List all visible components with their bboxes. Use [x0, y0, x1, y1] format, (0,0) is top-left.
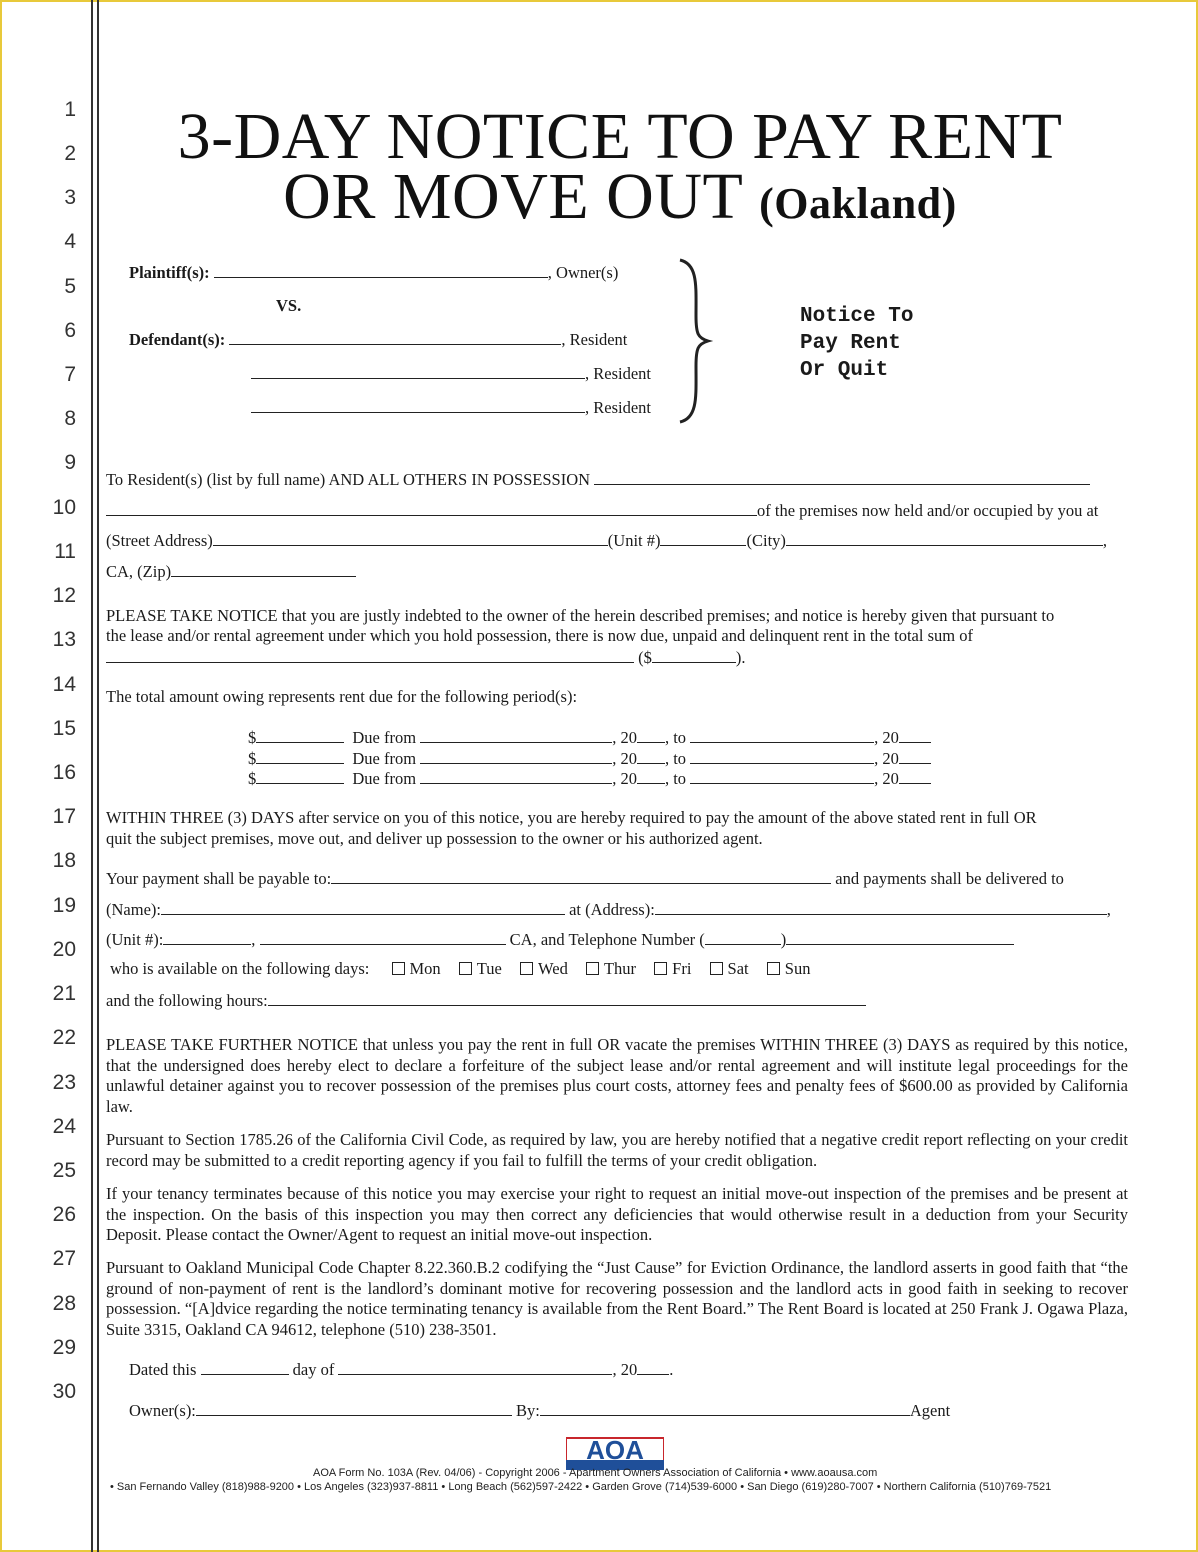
margin-rule-right — [97, 0, 99, 1552]
line-number: 6 — [64, 319, 76, 342]
city-label: (City) — [746, 531, 786, 550]
year-prefix: , 20 — [612, 749, 637, 768]
notice-line-1: PLEASE TAKE NOTICE that you are justly indebted to the owner of the herein described premises; and notice is hereby given that pursuant to — [106, 606, 1055, 625]
line-number: 25 — [52, 1159, 76, 1182]
line-number: 26 — [52, 1203, 76, 1226]
zip-row — [106, 561, 356, 583]
checkbox-icon — [520, 962, 533, 975]
notice-line-2: the lease and/or rental agreement under which you hold possession, there is now due, unpaid and delinquent rent in the total sum of — [106, 626, 973, 645]
checkbox-icon — [654, 962, 667, 975]
period-to-field[interactable] — [690, 748, 874, 764]
line-number: 11 — [54, 540, 76, 563]
page-title-line1: 3-DAY NOTICE TO PAY RENT — [177, 100, 1063, 173]
period-to-year-field[interactable] — [899, 768, 931, 784]
side-title — [800, 303, 913, 384]
day-label: Wed — [538, 959, 568, 978]
amount-number-field[interactable] — [652, 647, 736, 663]
within-three-line-2: quit the subject premises, move out, and deliver up possession to the owner or his authorized agent. — [106, 829, 763, 848]
period-amount-field[interactable] — [256, 768, 344, 784]
period-from-field[interactable] — [420, 768, 612, 784]
at-address-label: at (Address): — [569, 900, 655, 919]
side-title-line: Notice To — [800, 305, 914, 328]
line-number: 4 — [64, 230, 76, 253]
line-number: 1 — [64, 98, 76, 121]
due-from-label: Due from — [352, 728, 417, 747]
period-to-year-field[interactable] — [899, 748, 931, 764]
margin-rule-left — [91, 0, 93, 1552]
side-title-line: Or Quit — [800, 359, 889, 382]
further-notice-paragraph: PLEASE TAKE FURTHER NOTICE that unless you pay the rent in full OR vacate the premises WITHIN THREE (3) DAYS as required by this notice, that the undersigned does hereby elect to declare a forfeiture of the subject lease and/or rental agreement and will institute legal proceedings for the unlawful detainer against you to recover possession of the premises plus court costs, attorney fees and penalty fees of $600.00 as provided by California law. — [106, 1035, 1128, 1116]
day-label: Thur — [603, 959, 637, 978]
day-checkbox-mon[interactable] — [392, 959, 441, 978]
street-row — [106, 530, 1107, 552]
notice-amount-row — [106, 647, 746, 669]
street-field[interactable] — [213, 530, 608, 546]
days-row — [110, 959, 810, 980]
plaintiff-label: Plaintiff(s): — [129, 263, 210, 282]
day-label: Sat — [727, 959, 749, 978]
checkbox-icon — [459, 962, 472, 975]
defendant-field-1[interactable] — [229, 329, 561, 345]
city-field[interactable] — [786, 530, 1103, 546]
unit-label: (Unit #) — [607, 531, 661, 550]
to-label: , to — [664, 728, 687, 747]
defendant-row-2 — [251, 363, 651, 385]
day-checkbox-thur[interactable] — [586, 959, 636, 978]
zip-label: CA, (Zip) — [106, 562, 172, 581]
due-from-label: Due from — [352, 769, 417, 788]
payable-to-label: Your payment shall be payable to: — [106, 869, 332, 888]
payee-name-field[interactable] — [161, 899, 565, 915]
period-to-year-field[interactable] — [899, 727, 931, 743]
name-label: (Name): — [106, 900, 161, 919]
period-from-year-field[interactable] — [637, 727, 665, 743]
to-label: , to — [664, 769, 687, 788]
dated-this-label: Dated this — [129, 1360, 197, 1379]
dollar-sign: $ — [248, 749, 257, 768]
period-to-field[interactable] — [690, 727, 874, 743]
line-number: 7 — [64, 363, 76, 386]
line-number: 14 — [52, 673, 76, 696]
dated-year-field[interactable] — [637, 1359, 669, 1375]
line-number: 18 — [52, 849, 76, 872]
comma: , — [251, 930, 256, 949]
within-three-line-1: WITHIN THREE (3) DAYS after service on you of this notice, you are hereby required to pay the amount of the above stated rent in full OR — [106, 808, 1037, 827]
amount-words-field[interactable] — [106, 647, 634, 663]
premises-label: of the premises now held and/or occupied by you at — [757, 501, 1099, 520]
area-code-field[interactable] — [705, 929, 781, 945]
period-from-year-field[interactable] — [637, 768, 665, 784]
line-number: 9 — [64, 451, 76, 474]
dollar-sign: $ — [248, 769, 257, 788]
unit-field[interactable] — [660, 530, 746, 546]
signature-row — [129, 1400, 950, 1422]
page-title-line2 — [105, 160, 1135, 233]
available-days-label: who is available on the following days: — [110, 959, 370, 978]
hours-label: and the following hours: — [106, 991, 268, 1010]
line-number: 21 — [52, 982, 76, 1005]
comma: , — [1102, 531, 1108, 550]
line-number: 3 — [64, 186, 76, 209]
year-prefix: , 20 — [612, 1360, 638, 1379]
inspection-paragraph: If your tenancy terminates because of this notice you may exercise your right to request an initial move-out inspection of the premises and be present at the inspection. On the basis of this inspection you may then correct any deficiencies that would otherwise result in a deduction from your Security Deposit. Please contact the Owner/Agent to request an initial move-out inspection. — [106, 1184, 1128, 1244]
resident-suffix: , Resident — [585, 398, 651, 417]
line-number: 15 — [52, 717, 76, 740]
line-number: 5 — [64, 275, 76, 298]
footer-offices-line: • San Fernando Valley (818)988-9200 • Los Angeles (323)937-8811 • Long Beach (562)597-2422 • Garden Grove (714)539-6000 • San Diego (619)280-7007 • Northern California (510)769-7521 — [110, 1481, 1052, 1493]
line-number: 27 — [52, 1247, 76, 1270]
line-number: 22 — [52, 1026, 76, 1049]
day-label: Sun — [784, 959, 811, 978]
versus-label: VS. — [276, 296, 302, 315]
defendant-row — [129, 329, 627, 351]
residents-names-field-2[interactable] — [106, 500, 757, 516]
hours-row — [106, 990, 866, 1012]
day-label: Mon — [409, 959, 441, 978]
delivered-to-label: and payments shall be delivered to — [835, 869, 1064, 888]
plaintiff-field[interactable] — [214, 262, 548, 278]
day-checkbox-wed[interactable] — [520, 959, 568, 978]
due-from-label: Due from — [352, 749, 417, 768]
payee-address-field[interactable] — [655, 899, 1107, 915]
just-cause-paragraph: Pursuant to Oakland Municipal Code Chapter 8.22.360.B.2 codifying the “Just Cause” for Eviction Ordinance, the landlord asserts in good faith that “the ground of non-payment of rent is the landlord’s dominant motive for recovering possession and the landlord acts in good faith in seeking to recover possession. “[A]dvice regarding the notice terminating tenancy is available from the Rent Board.” The Rent Board is located at 250 Frank J. Ogawa Plaza, Suite 3315, Oakland CA 94612, telephone (510) 238-3501. — [106, 1258, 1128, 1339]
resident-suffix: , Resident — [561, 330, 628, 349]
period-from-field[interactable] — [420, 727, 612, 743]
line-number: 28 — [52, 1292, 76, 1315]
to-residents-label: To Resident(s) (list by full name) AND ALL OTHERS IN POSSESSION — [106, 470, 591, 489]
line-number: 2 — [64, 142, 76, 165]
premises-row — [106, 500, 1098, 522]
page-title-move-out: OR MOVE OUT — [283, 160, 743, 233]
line-number: 19 — [52, 894, 76, 917]
period-amount-field[interactable] — [256, 727, 344, 743]
year-prefix: , 20 — [612, 728, 637, 747]
line-number: 23 — [52, 1071, 76, 1094]
period-from-field[interactable] — [420, 748, 612, 764]
comma: , — [1106, 900, 1111, 919]
side-title-line: Pay Rent — [800, 332, 901, 355]
line-number: 30 — [52, 1380, 76, 1403]
line-number: 13 — [52, 628, 76, 651]
zip-field[interactable] — [171, 561, 356, 577]
payable-row — [106, 868, 1064, 890]
year-prefix: , 20 — [874, 749, 899, 768]
period-amount-field[interactable] — [256, 748, 344, 764]
line-number: 8 — [64, 407, 76, 430]
line-number: 10 — [52, 496, 76, 519]
line-number: 12 — [52, 584, 76, 607]
unit-phone-row — [106, 929, 1014, 951]
ca-phone-label: CA, and Telephone Number ( — [509, 930, 705, 949]
day-checkbox-tue[interactable] — [459, 959, 502, 978]
line-number: 29 — [52, 1336, 76, 1359]
defendant-row-3 — [251, 397, 651, 419]
dated-day-field[interactable] — [201, 1359, 289, 1375]
line-number: 16 — [52, 761, 76, 784]
defendant-field-3[interactable] — [251, 397, 585, 413]
paren-close: ) — [780, 930, 787, 949]
owners-label: Owner(s): — [129, 1401, 196, 1420]
defendant-label: Defendant(s): — [129, 330, 226, 349]
dated-month-field[interactable] — [338, 1359, 612, 1375]
line-number: 17 — [52, 805, 76, 828]
credit-paragraph: Pursuant to Section 1785.26 of the California Civil Code, as required by law, you are hereby notified that a negative credit report reflecting on your credit record may be submitted to a credit reporting agency if you fail to fulfill the terms of your credit obligation. — [106, 1130, 1128, 1170]
period-to-field[interactable] — [690, 768, 874, 784]
page-title-city: (Oakland) — [759, 179, 957, 228]
year-prefix: , 20 — [612, 769, 637, 788]
paren-dollar: ($ — [638, 648, 652, 667]
period-row — [248, 768, 931, 790]
checkbox-icon — [392, 962, 405, 975]
agent-label: Agent — [909, 1401, 951, 1420]
line-number: 20 — [52, 938, 76, 961]
day-label: Tue — [476, 959, 502, 978]
dollar-sign: $ — [248, 728, 257, 747]
period-from-year-field[interactable] — [637, 748, 665, 764]
year-prefix: , 20 — [874, 728, 899, 747]
paren-end: ). — [735, 648, 746, 667]
plaintiff-row — [129, 262, 618, 284]
checkbox-icon — [586, 962, 599, 975]
owner-suffix: , Owner(s) — [547, 263, 619, 282]
agent-signature-field[interactable] — [540, 1400, 910, 1416]
dated-row — [129, 1359, 673, 1381]
day-checkbox-fri[interactable] — [654, 959, 691, 978]
aoa-logo — [566, 1430, 664, 1470]
to-residents-row — [106, 469, 1090, 491]
line-number: 24 — [52, 1115, 76, 1138]
street-label: (Street Address) — [106, 531, 213, 550]
day-checkbox-sun[interactable] — [767, 959, 811, 978]
phone-number-field[interactable] — [786, 929, 1014, 945]
resident-suffix: , Resident — [585, 364, 651, 383]
checkbox-icon — [767, 962, 780, 975]
defendant-field-2[interactable] — [251, 363, 585, 379]
period: . — [669, 1360, 674, 1379]
periods-intro: The total amount owing represents rent due for the following period(s): — [106, 687, 578, 706]
day-label: Fri — [672, 959, 692, 978]
payable-to-field[interactable] — [331, 868, 831, 884]
checkbox-icon — [710, 962, 723, 975]
day-of-label: day of — [292, 1360, 335, 1379]
logo-text: AOA — [586, 1435, 644, 1465]
name-address-row — [106, 899, 1111, 921]
period-row — [248, 727, 931, 749]
year-prefix: , 20 — [874, 769, 899, 788]
period-row — [248, 748, 931, 770]
to-label: , to — [664, 749, 687, 768]
by-label: By: — [516, 1401, 540, 1420]
owner-signature-field[interactable] — [196, 1400, 512, 1416]
day-checkbox-sat[interactable] — [710, 959, 749, 978]
hours-field[interactable] — [268, 990, 866, 1006]
footer-form-line: AOA Form No. 103A (Rev. 04/06) - Copyright 2006 - Apartment Owners Association of California • www.aoausa.com — [313, 1467, 878, 1479]
caption-brace — [676, 256, 716, 426]
residents-names-field[interactable] — [594, 469, 1090, 485]
unit-label: (Unit #): — [106, 930, 164, 949]
payee-city-field[interactable] — [260, 929, 506, 945]
payee-unit-field[interactable] — [163, 929, 251, 945]
